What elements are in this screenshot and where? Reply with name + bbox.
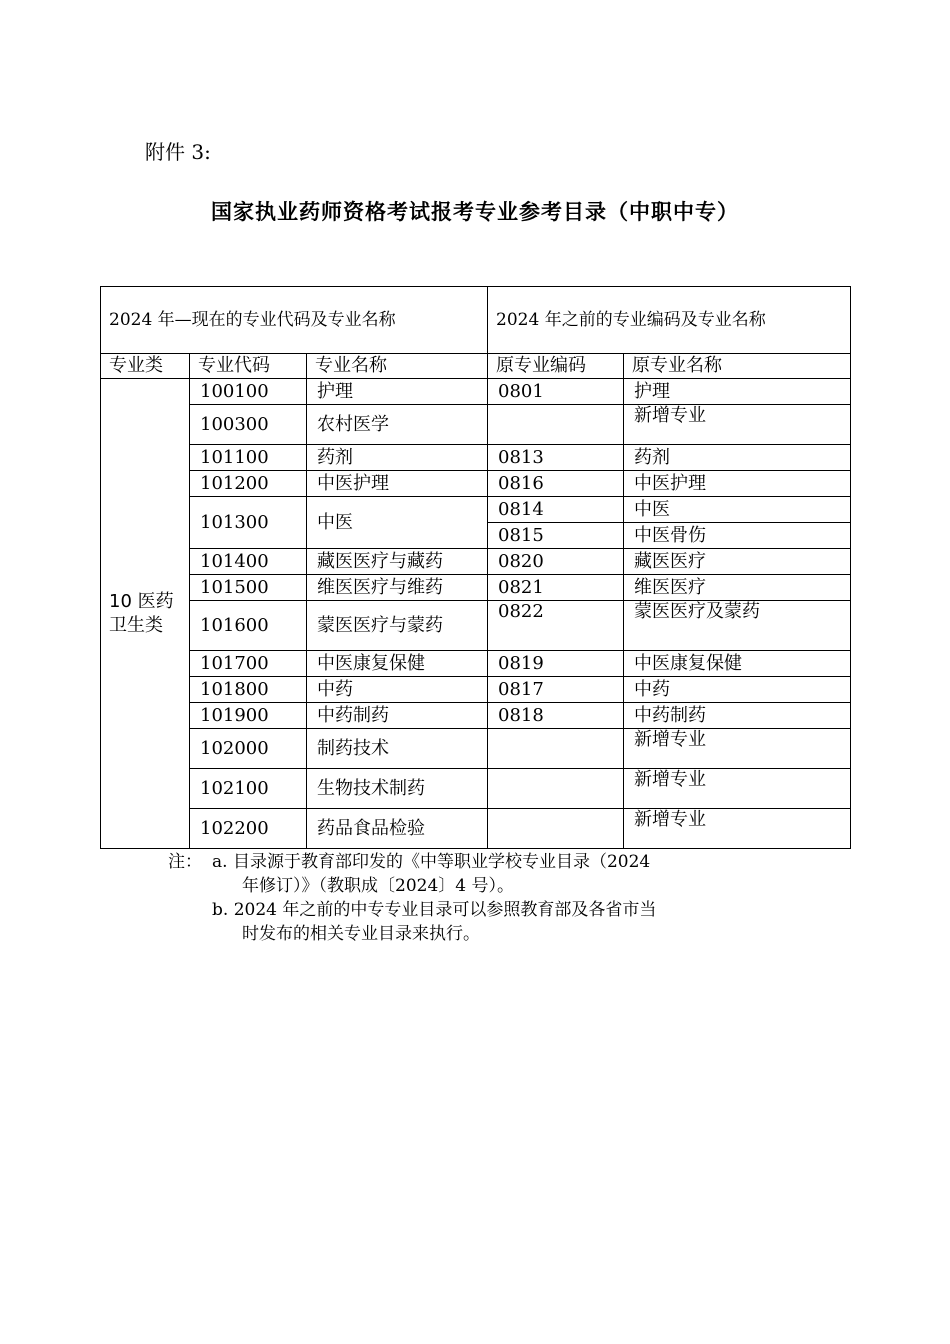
major-name: 中医康复保健: [307, 651, 488, 677]
major-name: 护理: [307, 379, 488, 405]
major-name: 维医医疗与维药: [307, 575, 488, 601]
old-major-name: 中药制药: [624, 703, 851, 729]
old-major-name: 中医: [624, 497, 851, 523]
note-a-continuation: [168, 874, 808, 898]
table-row: [101, 769, 851, 809]
major-code: 101600: [190, 601, 307, 651]
major-name: 中药制药: [307, 703, 488, 729]
old-major-code: 0815: [488, 523, 624, 549]
old-major-name: 藏医医疗: [624, 549, 851, 575]
table-row: [101, 405, 851, 445]
table-row: [101, 601, 851, 651]
old-major-name: 中医康复保健: [624, 651, 851, 677]
note-a: [168, 850, 808, 874]
major-code: 100300: [190, 405, 307, 445]
old-major-code: 0813: [488, 445, 624, 471]
old-major-name: 护理: [624, 379, 851, 405]
note-b-line1: b. 2024 年之前的中专专业目录可以参照教育部及各省市当: [212, 900, 657, 920]
category-cell: 10 医药卫生类: [101, 379, 190, 849]
old-major-code: [488, 769, 624, 809]
note-spacer: [168, 898, 212, 922]
major-name: 中药: [307, 677, 488, 703]
major-name: 生物技术制药: [307, 769, 488, 809]
table-row: [101, 445, 851, 471]
note-b: [168, 898, 808, 922]
major-code: 101800: [190, 677, 307, 703]
major-code: 102100: [190, 769, 307, 809]
old-major-code: 0814: [488, 497, 624, 523]
group-header-current: 2024 年—现在的专业代码及专业名称: [101, 287, 488, 354]
old-major-code: 0818: [488, 703, 624, 729]
major-code: 101400: [190, 549, 307, 575]
major-code: 102000: [190, 729, 307, 769]
note-a-line1: a. 目录源于教育部印发的《中等职业学校专业目录（2024: [212, 852, 651, 872]
major-name: 蒙医医疗与蒙药: [307, 601, 488, 651]
old-major-name: 中医骨伤: [624, 523, 851, 549]
major-code: 101500: [190, 575, 307, 601]
old-major-code: 0819: [488, 651, 624, 677]
table-row: [101, 703, 851, 729]
old-major-code: 0801: [488, 379, 624, 405]
old-major-code: 0822: [488, 601, 624, 651]
major-code: 101700: [190, 651, 307, 677]
major-code: 100100: [190, 379, 307, 405]
table-row: [101, 471, 851, 497]
group-header-previous: 2024 年之前的专业编码及专业名称: [488, 287, 851, 354]
note-spacer: [168, 874, 212, 898]
major-code: 101100: [190, 445, 307, 471]
column-header-old-name: 原专业名称: [624, 354, 851, 379]
group-header-row: [101, 287, 851, 354]
table-row: [101, 379, 851, 405]
old-major-code: [488, 809, 624, 849]
note-spacer: [168, 922, 212, 946]
old-major-name: 新增专业: [624, 405, 851, 445]
old-major-code: 0817: [488, 677, 624, 703]
major-name: 制药技术: [307, 729, 488, 769]
column-header-row: [101, 354, 851, 379]
attachment-label: 附件 3:: [145, 140, 211, 164]
table-row: [101, 575, 851, 601]
table-row: [101, 677, 851, 703]
old-major-code: [488, 729, 624, 769]
major-catalog-table: [100, 286, 851, 849]
table-row: [101, 809, 851, 849]
note-b-continuation: [168, 922, 808, 946]
table-row: [101, 497, 851, 523]
old-major-code: 0816: [488, 471, 624, 497]
column-header-old-code: 原专业编码: [488, 354, 624, 379]
column-header-name: 专业名称: [307, 354, 488, 379]
major-name: 中医: [307, 497, 488, 549]
major-name: 藏医医疗与藏药: [307, 549, 488, 575]
note-a-line2: 年修订）》（教职成〔2024〕4 号）。: [242, 876, 514, 896]
old-major-code: [488, 405, 624, 445]
document-title: 国家执业药师资格考试报考专业参考目录（中职中专）: [211, 199, 739, 224]
notes: [168, 850, 808, 946]
major-code: 101900: [190, 703, 307, 729]
old-major-name: 新增专业: [624, 729, 851, 769]
table-row: [101, 549, 851, 575]
major-name: 农村医学: [307, 405, 488, 445]
old-major-name: 维医医疗: [624, 575, 851, 601]
old-major-name: 中药: [624, 677, 851, 703]
note-b-line2: 时发布的相关专业目录来执行。: [242, 924, 480, 944]
old-major-name: 蒙医医疗及蒙药: [624, 601, 851, 651]
major-name: 药品食品检验: [307, 809, 488, 849]
old-major-name: 药剂: [624, 445, 851, 471]
old-major-code: 0820: [488, 549, 624, 575]
old-major-code: 0821: [488, 575, 624, 601]
old-major-name: 新增专业: [624, 809, 851, 849]
notes-label: 注：: [168, 852, 202, 872]
table-row: [101, 651, 851, 677]
major-code: 101200: [190, 471, 307, 497]
major-code: 101300: [190, 497, 307, 549]
major-name: 中医护理: [307, 471, 488, 497]
table-row: [101, 729, 851, 769]
major-name: 药剂: [307, 445, 488, 471]
major-code: 102200: [190, 809, 307, 849]
old-major-name: 中医护理: [624, 471, 851, 497]
column-header-category: 专业类: [101, 354, 190, 379]
old-major-name: 新增专业: [624, 769, 851, 809]
column-header-code: 专业代码: [190, 354, 307, 379]
